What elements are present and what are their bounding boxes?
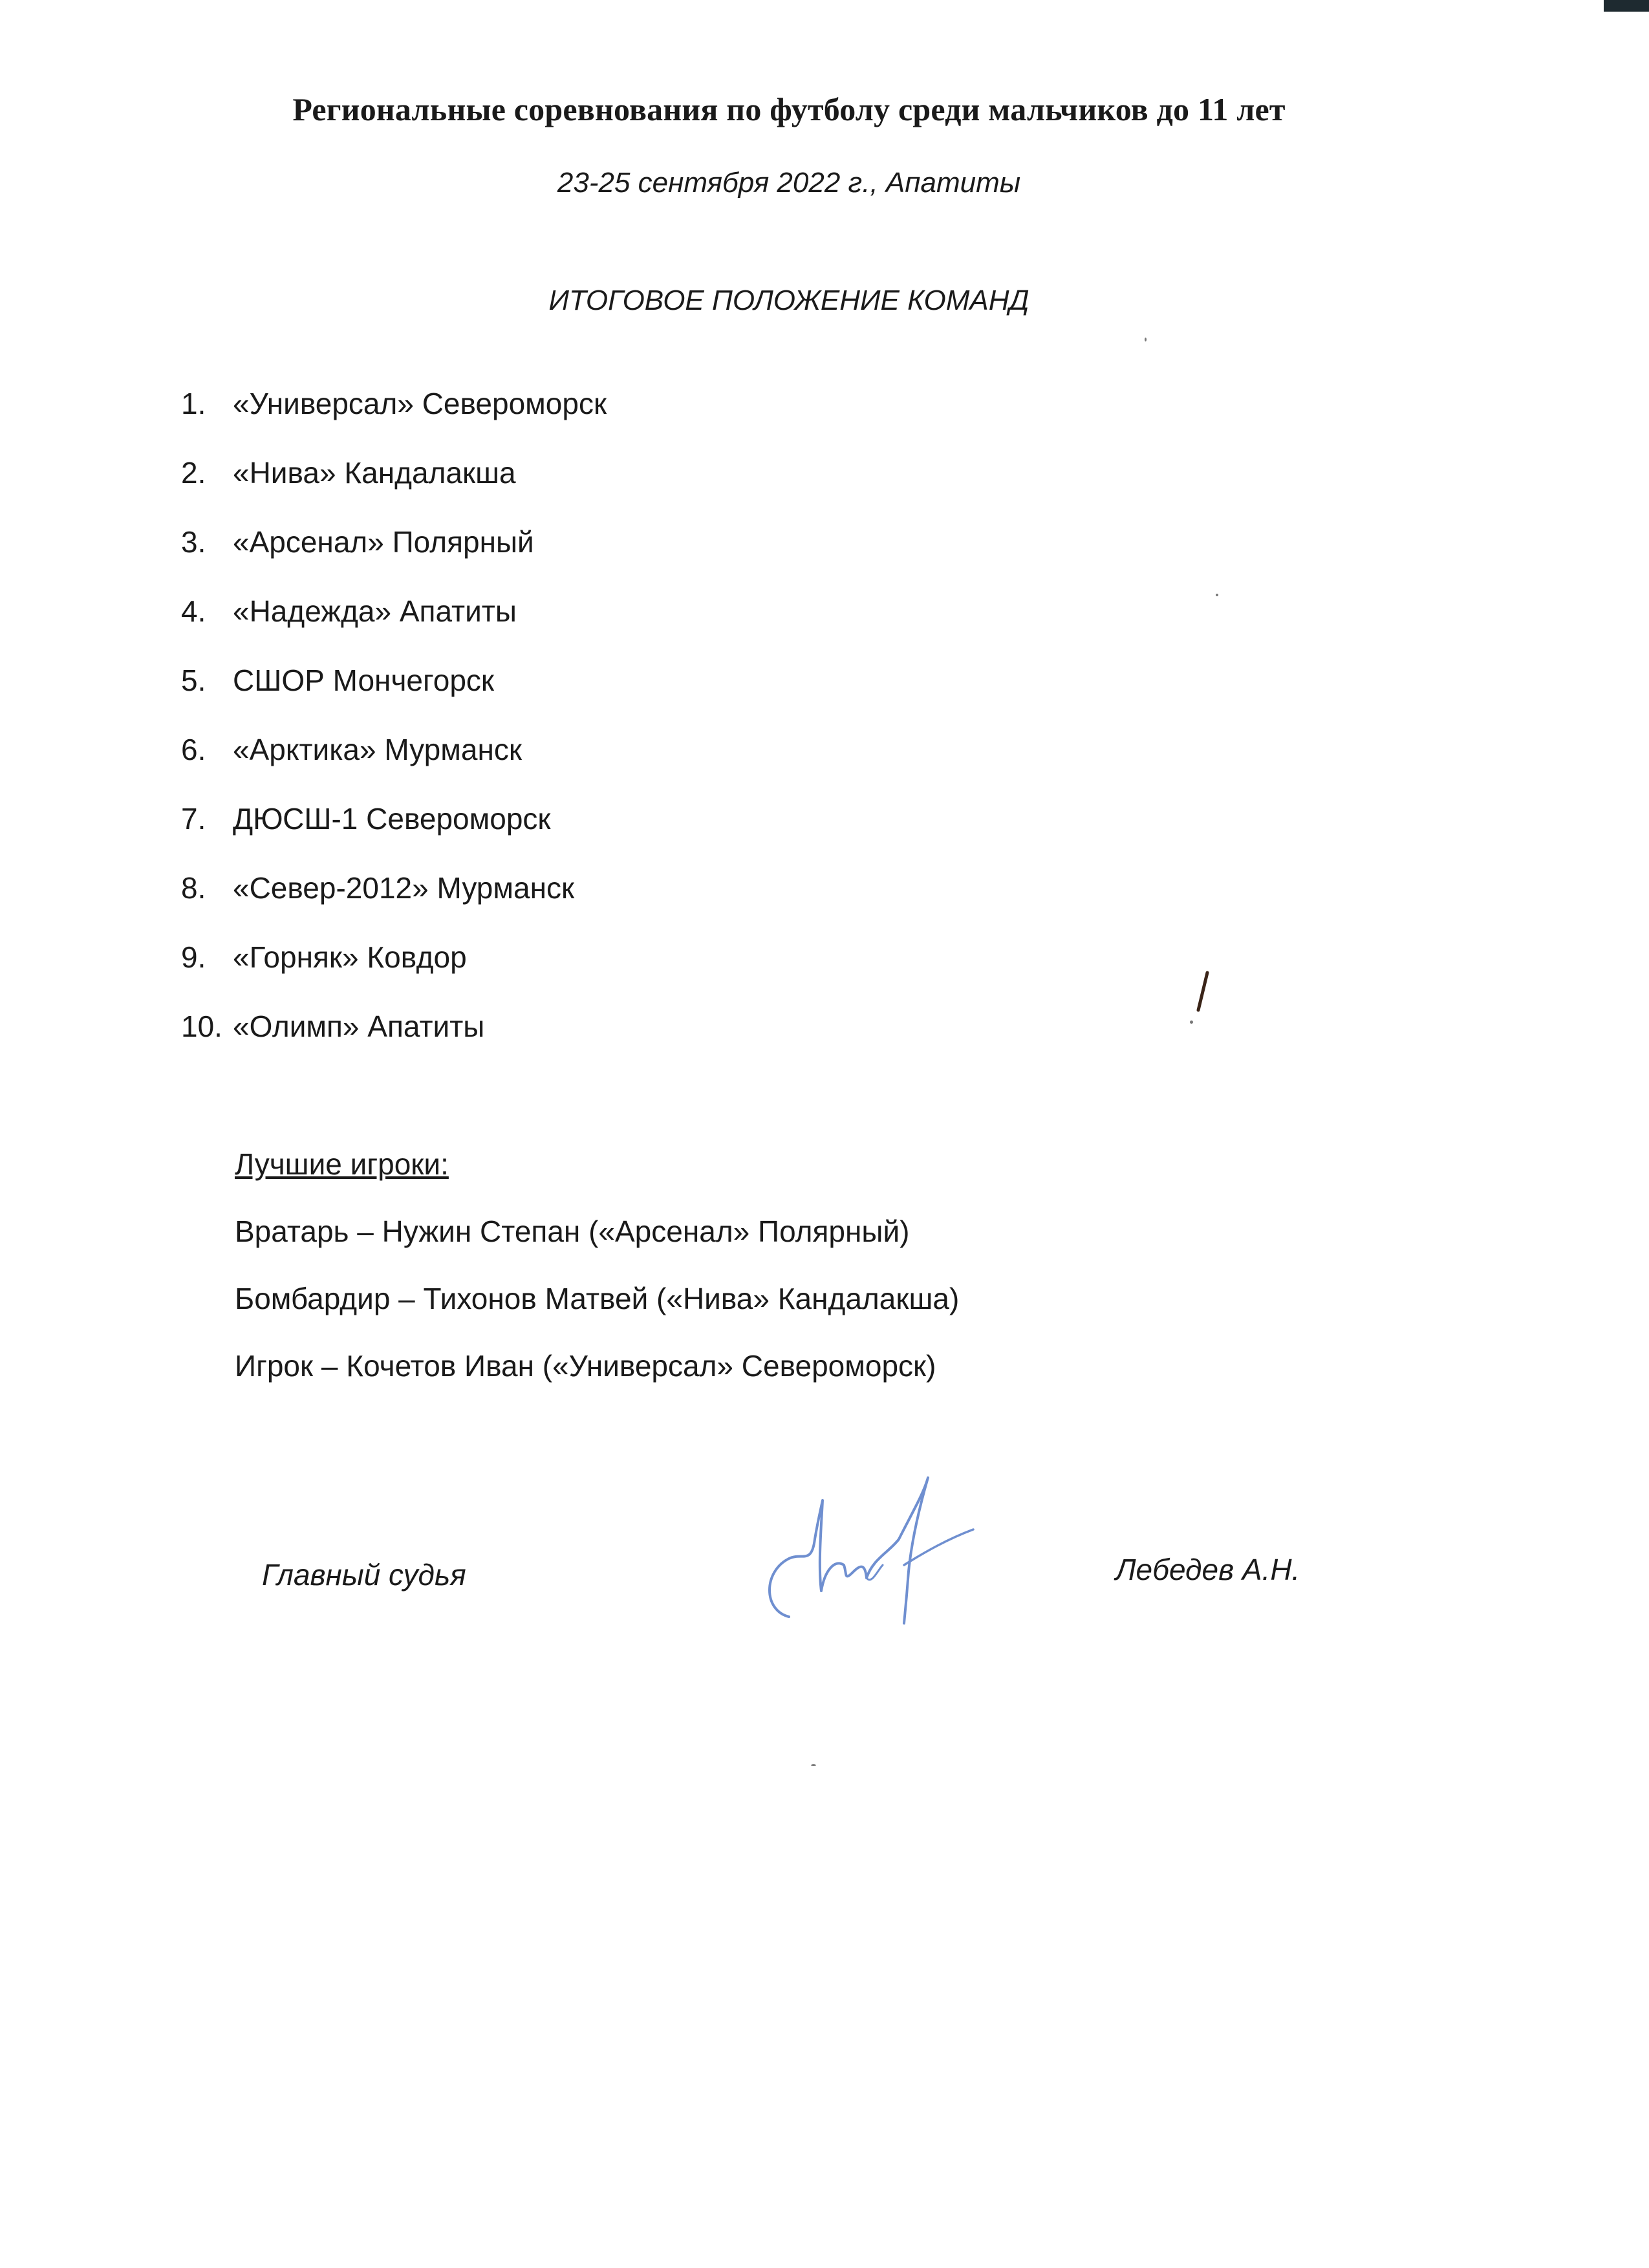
- best-players-section: [235, 1145, 959, 1414]
- standings-item: [181, 523, 607, 592]
- standings-item: [181, 453, 607, 523]
- scan-speck: [811, 1764, 816, 1766]
- rank-number: 3.: [181, 525, 206, 559]
- standings-item: [181, 1007, 607, 1076]
- ink-mark: [1193, 970, 1212, 1015]
- team-name: «Нива» Кандалакша: [233, 456, 516, 490]
- team-name: «Горняк» Ковдор: [233, 940, 467, 974]
- team-name: «Арктика» Мурманск: [233, 733, 522, 766]
- standings-item: [181, 799, 607, 869]
- team-name: «Север-2012» Мурманск: [233, 871, 575, 905]
- team-name: СШОР Мончегорск: [233, 664, 495, 697]
- rank-number: 10.: [181, 1010, 222, 1043]
- team-name: «Арсенал» Полярный: [233, 525, 534, 559]
- rank-number: 1.: [181, 387, 206, 420]
- rank-number: 4.: [181, 594, 206, 628]
- team-name: «Надежда» Апатиты: [233, 594, 517, 628]
- handwritten-signature: [750, 1468, 996, 1630]
- best-player-row: Игрок – Кочетов Иван («Универсал» Североморск): [235, 1349, 936, 1383]
- standings-heading: ИТОГОВОЕ ПОЛОЖЕНИЕ КОМАНД: [548, 285, 1029, 316]
- team-name: «Универсал» Североморск: [233, 387, 607, 420]
- rank-number: 6.: [181, 733, 206, 766]
- standings-item: [181, 661, 607, 730]
- rank-number: 2.: [181, 456, 206, 490]
- team-name: «Олимп» Апатиты: [233, 1010, 485, 1043]
- standings-item: [181, 730, 607, 799]
- standings-item: [181, 592, 607, 661]
- standings-item: [181, 938, 607, 1007]
- best-player-row: Бомбардир – Тихонов Матвей («Нива» Кандалакша): [235, 1282, 960, 1315]
- standings-list: [181, 384, 607, 1076]
- rank-number: 5.: [181, 664, 206, 697]
- chief-judge-name: Лебедев А.Н.: [1116, 1553, 1300, 1586]
- document-title: Региональные соревнования по футболу среди мальчиков до 11 лет: [292, 91, 1286, 127]
- scan-speck: [1216, 594, 1218, 596]
- standings-item: [181, 869, 607, 938]
- team-name: ДЮСШ-1 Североморск: [233, 802, 551, 836]
- best-player-row: Вратарь – Нужин Степан («Арсенал» Полярный): [235, 1215, 910, 1248]
- rank-number: 7.: [181, 802, 206, 836]
- rank-number: 8.: [181, 871, 206, 905]
- chief-judge-label: Главный судья: [262, 1558, 466, 1592]
- scan-speck: [1190, 1021, 1193, 1024]
- scan-speck: [1145, 338, 1147, 341]
- document-subtitle: 23-25 сентября 2022 г., Апатиты: [557, 167, 1021, 199]
- best-players-title: Лучшие игроки:: [235, 1147, 449, 1181]
- scan-corner-mark: [1604, 0, 1649, 12]
- rank-number: 9.: [181, 940, 206, 974]
- standings-item: [181, 384, 607, 453]
